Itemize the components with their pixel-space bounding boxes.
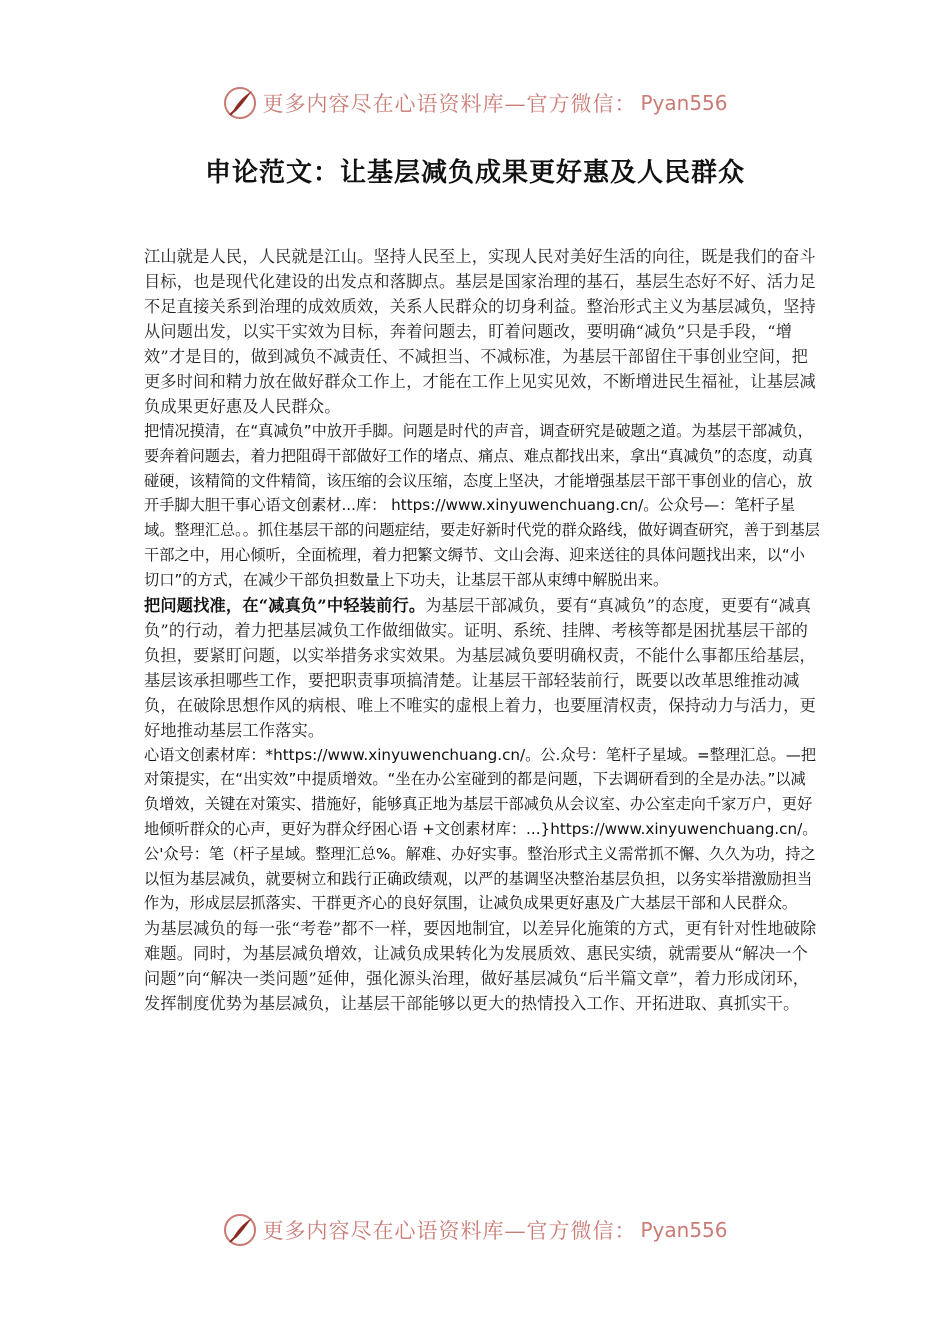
banner-wechat-handle: Pyan556 (640, 1218, 728, 1242)
header-watermark-banner (0, 83, 950, 123)
paragraph-intro: 江山就是人民，人民就是江山。坚持人民至上，实现人民对美好生活的向往，既是我们的奋斗目标，也是现代化建设的出发点和落脚点。基层是国家治理的基石，基层生态好不好、活力足不足直接关系到治理的成效质效，关系人民群众的切身利益。整治形式主义为基层减负，坚持从问题出发，以实干实效为目标，奔着问题去，盯着问题改，要明确“减负”只是手段，“增效”才是目的，做到减负不减责任、不减担当、不减标准，为基层干部留住干事创业空间，把更多时间和精力放在做好群众工作上，才能在工作上见实见效，不断增进民生福祉，让基层减负成果更好惠及人民群众。 (144, 247, 816, 416)
banner-text: 更多内容尽在心语资料库—官方微信： (262, 1219, 637, 1243)
section-2-heading: 把问题找准，在“减真负”中轻装前行。 (144, 595, 426, 615)
quill-pen-icon (222, 85, 258, 121)
section-2-body: 为基层干部减负，要有“真减负”的态度，更要有“减真负”的行动，着力把基层减负工作做细做实。证明、系统、挂牌、考核等都是困扰基层干部的负担，要紧盯问题，以实举措务求实效果。为基层减负要明确权责，不能什么事都压给基层，基层该承担哪些工作，要把职责事项搞清楚。让基层干部轻装前行，既要以改革思维推动减负，在破除思想作风的病根、唯上不唯实的虚根上着力，也要厘清权责，保持动力与活力，更好地推动基层工作落实。 (144, 595, 816, 740)
banner-wechat-handle: Pyan556 (640, 91, 728, 115)
paragraph-section-3: 心语文创素材库：*https://www.xinyuwenchuang.cn/。公.众号：笔杆子星域。=整理汇总。—把对策提实，在“出实效”中提质增效。“坐在办公室碰到的都是问题，下去调研看到的全是办法。”以减负增效，关键在对策实、措施好，能够真正地为基层干部减负从会议室、办公室走向千家万户，更好地倾听群众的心声，更好为群众纾困心语 +文创素材库：...}https://www.xinyuwenchuang.cn/。公'众号：笔（杆子星域。整理汇总%。解难、办好实事。整治形式主义需常抓不懈、久久为功，持之以恒为基层减负，就要树立和践行正确政绩观，以严的基调坚决整治基层负担，以务实举措激励担当作为，形成层层抓落实、干群更齐心的良好氛围，让减负成果更好惠及广大基层干部和人民群众。 (144, 745, 818, 913)
paragraph-section-2 (144, 593, 820, 743)
quill-pen-icon (222, 1212, 258, 1248)
paragraph-conclusion: 为基层减负的每一张“考卷”都不一样，要因地制宜，以差异化施策的方式，更有针对性地破除难题。同时，为基层减负增效，让减负成果转化为发展质效、惠民实绩，就需要从“解决一个问题”向“解决一类问题”延伸，强化源头治理，做好基层减负“后半篇文章”，着力形成闭环，发挥制度优势为基层减负，让基层干部能够以更大的热情投入工作、开拓进取、真抓实干。 (144, 919, 817, 1014)
footer-watermark-banner (0, 1210, 950, 1250)
article-title: 申论范文：让基层减负成果更好惠及人民群众 (204, 158, 745, 188)
banner-text: 更多内容尽在心语资料库—官方微信： (262, 92, 637, 116)
article-body (144, 244, 820, 1016)
paragraph-section-1: 把情况摸清，在“真减负”中放开手脚。问题是时代的声音，调查研究是破题之道。为基层干部减负，要奔着问题去，着力把阻碍干部做好工作的堵点、痛点、难点都找出来，拿出“真减负”的态度，动真碰硬，该精简的文件精简，该压缩的会议压缩，态度上坚决，才能增强基层干部干事创业的信心，放开手脚大胆干事心语文创素材...库： https://www.xinyuwenchuang.cn/。公众号—：笔杆子星域。整理汇总。。抓住基层干部的问题症结，要走好新时代党的群众路线，做好调查研究，善于到基层干部之中，用心倾听，全面梳理，着力把繁文缛节、文山会海、迎来送往的具体问题找出来，以“小切口”的方式，在减少干部负担数量上下功夫，让基层干部从束缚中解脱出来。 (144, 422, 820, 589)
